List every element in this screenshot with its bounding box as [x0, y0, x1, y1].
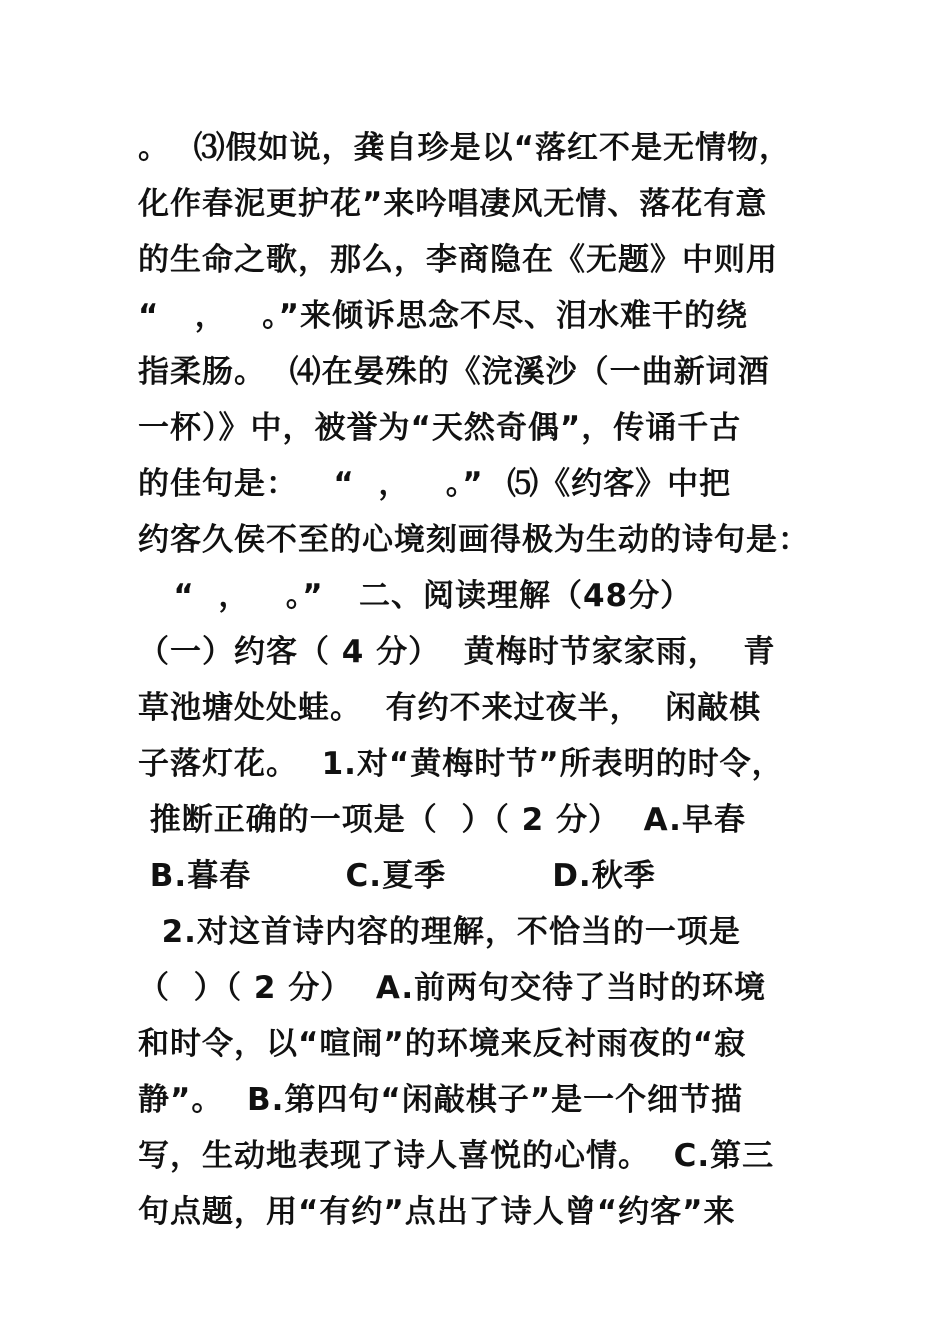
text-line: 2.对这首诗内容的理解，不恰当的一项是	[138, 914, 741, 950]
text-line: 约客久侯不至的心境刻画得极为生动的诗句是：	[138, 522, 810, 558]
text-line: 。 ⑶假如说，龚自珍是以“落红不是无情物，	[138, 130, 791, 166]
text-line: 推断正确的一项是（ ）（ 2 分） A.早春	[138, 802, 746, 838]
text-line: 子落灯花。 1.对“黄梅时节”所表明的时令，	[138, 746, 784, 782]
text-line: 静”。 B.第四句“闲敲棋子”是一个细节描	[138, 1082, 744, 1118]
text-line: “ ， 。” 二、阅读理解（48分）	[138, 578, 693, 614]
text-line: 写，生动地表现了诗人喜悦的心情。 C.第三	[138, 1138, 775, 1174]
text-line: “ ， 。”来倾诉思念不尽、泪水难干的绕	[138, 298, 749, 334]
text-line: 句点题，用“有约”点出了诗人曾“约客”来	[138, 1194, 736, 1230]
text-line: 一杯）》中，被誉为“天然奇偶”，传诵千古	[138, 410, 742, 446]
text-line: B.暮春 C.夏季 D.秋季	[138, 858, 656, 894]
text-line: 的生命之歌，那么，李商隐在《无题》中则用	[138, 242, 778, 278]
text-line: 的佳句是： “ ， 。” ⑸《约客》中把	[138, 466, 732, 502]
text-line: 化作春泥更护花”来吟唱凄风无情、落花有意	[138, 186, 768, 222]
text-line: 指柔肠。 ⑷在晏殊的《浣溪沙（一曲新词酒	[138, 354, 770, 390]
text-line: （一）约客（ 4 分） 黄梅时节家家雨， 青	[138, 634, 776, 670]
text-line: 草池塘处处蛙。 有约不来过夜半， 闲敲棋	[138, 690, 762, 726]
text-line: 和时令，以“喧闹”的环境来反衬雨夜的“寂	[138, 1026, 747, 1062]
text-line: （ ）（ 2 分） A.前两句交待了当时的环境	[138, 970, 767, 1006]
